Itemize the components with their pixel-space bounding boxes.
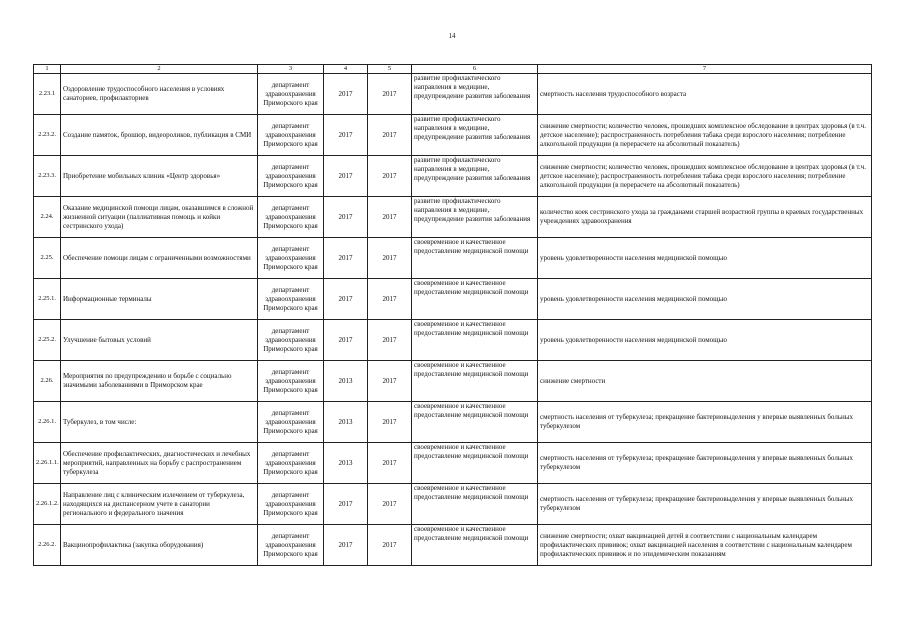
table-row [34,402,872,443]
item-number: 2.26.1. [34,402,61,443]
item-number: 2.23.3. [34,156,61,197]
item-start-year: 2013 [324,361,368,402]
item-end-year: 2017 [368,74,412,115]
item-end-year: 2017 [368,320,412,361]
item-end-year: 2017 [368,361,412,402]
header-cell: 4 [324,65,368,74]
item-result: своевременное и качественное предоставление медицинской помощи [412,525,538,566]
item-indicator: снижение смертности [538,361,872,402]
item-name: Обеспечение помощи лицам с ограниченными возможностями [61,238,258,279]
table-row [34,361,872,402]
table-row [34,525,872,566]
item-result: развитие профилактического направления в медицине, предупреждение развития заболевания [412,74,538,115]
item-number: 2.26. [34,361,61,402]
item-name: Создание памяток, брошюр, видеороликов, публикация в СМИ [61,115,258,156]
table-row [34,115,872,156]
item-number: 2.26.2. [34,525,61,566]
item-result: развитие профилактического направления в медицине, предупреждение развития заболевания [412,115,538,156]
item-indicator: смертность населения от туберкулеза; прекращение бактериовыделения у впервые выявленных больных туберкулезом [538,484,872,525]
header-cell: 1 [34,65,61,74]
item-end-year: 2017 [368,402,412,443]
item-indicator: уровень удовлетворенности населения медицинской помощью [538,238,872,279]
item-name: Приобретение мобильных клиник «Центр здоровья» [61,156,258,197]
item-name: Направление лиц с клиническим излечением от туберкулеза, находящихся на диспансерном учете в санатории регионального и федерального значения [61,484,258,525]
item-indicator: смертность населения от туберкулеза; прекращение бактериовыделения у впервые выявленных больных туберкулезом [538,402,872,443]
item-number: 2.23.2. [34,115,61,156]
item-number: 2.25.1. [34,279,61,320]
item-name: Вакцинопрофилактика (закупка оборудования) [61,525,258,566]
item-executor: департамент здравоохранения Приморского края [258,238,324,279]
item-start-year: 2017 [324,279,368,320]
header-cell: 6 [412,65,538,74]
item-start-year: 2017 [324,525,368,566]
header-cell: 5 [368,65,412,74]
item-end-year: 2017 [368,156,412,197]
table-row [34,197,872,238]
item-result: своевременное и качественное предоставление медицинской помощи [412,402,538,443]
item-number: 2.25. [34,238,61,279]
item-end-year: 2017 [368,525,412,566]
item-number: 2.24. [34,197,61,238]
header-cell: 3 [258,65,324,74]
item-indicator: уровень удовлетворенности населения медицинской помощью [538,320,872,361]
item-executor: департамент здравоохранения Приморского края [258,484,324,525]
item-start-year: 2017 [324,115,368,156]
item-indicator: количество коек сестринского ухода за гражданами старшей возрастной группы в краевых государственных учреждениях здравоохранения [538,197,872,238]
item-end-year: 2017 [368,484,412,525]
item-start-year: 2017 [324,156,368,197]
item-name: Информационные терминалы [61,279,258,320]
item-start-year: 2017 [324,238,368,279]
table-row [34,279,872,320]
item-executor: департамент здравоохранения Приморского края [258,320,324,361]
item-result: развитие профилактического направления в медицине, предупреждение развития заболевания [412,156,538,197]
item-end-year: 2017 [368,443,412,484]
item-result: своевременное и качественное предоставление медицинской помощи [412,279,538,320]
header-cell: 7 [538,65,872,74]
item-number: 2.26.1.2. [34,484,61,525]
item-executor: департамент здравоохранения Приморского края [258,279,324,320]
item-executor: департамент здравоохранения Приморского края [258,74,324,115]
item-result: своевременное и качественное предоставление медицинской помощи [412,320,538,361]
item-result: своевременное и качественное предоставление медицинской помощи [412,238,538,279]
item-executor: департамент здравоохранения Приморского края [258,115,324,156]
item-name: Оздоровление трудоспособного населения в условиях санаториев, профилакториев [61,74,258,115]
item-start-year: 2017 [324,484,368,525]
item-result: своевременное и качественное предоставление медицинской помощи [412,443,538,484]
item-start-year: 2017 [324,197,368,238]
item-start-year: 2017 [324,320,368,361]
measures-table [33,64,872,566]
item-indicator: снижение смертности; количество человек, прошедших комплексное обследование в центрах здоровья (в т.ч. детское население); распространенность потребления табака среди взрослого населения; потребление алкогольной продукции (в перерасчете на абсолютный показатель) [538,115,872,156]
item-end-year: 2017 [368,279,412,320]
item-indicator: снижение смертности; охват вакцинацией детей в соответствии с национальным календарем профилактических прививок; охват вакцинацией населения в соответствии с национальным календарем профилактических прививок и по эпидемическим показаниям [538,525,872,566]
item-name: Оказание медицинской помощи лицам, оказавшимся в сложной жизненной ситуации (паллиативная помощь и койки сестринского ухода) [61,197,258,238]
item-start-year: 2013 [324,443,368,484]
item-result: своевременное и качественное предоставление медицинской помощи [412,484,538,525]
item-indicator: смертность населения трудоспособного возраста [538,74,872,115]
item-number: 2.25.2. [34,320,61,361]
item-number: 2.26.1.1. [34,443,61,484]
item-start-year: 2013 [324,402,368,443]
item-name: Мероприятия по предупреждению и борьбе с социально значимыми заболеваниями в Приморском крае [61,361,258,402]
item-end-year: 2017 [368,238,412,279]
item-result: своевременное и качественное предоставление медицинской помощи [412,361,538,402]
item-executor: департамент здравоохранения Приморского края [258,156,324,197]
table-row [34,156,872,197]
table-row [34,74,872,115]
page-number: 14 [448,32,456,40]
table-row [34,238,872,279]
item-executor: департамент здравоохранения Приморского края [258,402,324,443]
item-executor: департамент здравоохранения Приморского края [258,361,324,402]
item-executor: департамент здравоохранения Приморского края [258,197,324,238]
item-name: Обеспечение профилактических, диагностических и лечебных мероприятий, направленных на борьбу с распространением туберкулеза [61,443,258,484]
header-cell: 2 [61,65,258,74]
item-indicator: уровень удовлетворенности населения медицинской помощью [538,279,872,320]
item-executor: департамент здравоохранения Приморского края [258,525,324,566]
item-number: 2.23.1 [34,74,61,115]
item-end-year: 2017 [368,115,412,156]
item-start-year: 2017 [324,74,368,115]
header-row [34,65,872,74]
item-executor: департамент здравоохранения Приморского края [258,443,324,484]
item-name: Туберкулез, в том числе: [61,402,258,443]
item-name: Улучшение бытовых условий [61,320,258,361]
item-end-year: 2017 [368,197,412,238]
table-row [34,443,872,484]
table-row [34,320,872,361]
item-result: развитие профилактического направления в медицине, предупреждение развития заболевания [412,197,538,238]
item-indicator: снижение смертности; количество человек, прошедших комплексное обследование в центрах здоровья (в т.ч. детское население); распространенность потребления табака среди взрослого населения; потребление алкогольной продукции (в перерасчете на абсолютный показатель) [538,156,872,197]
table-row [34,484,872,525]
item-indicator: смертность населения от туберкулеза; прекращение бактериовыделения у впервые выявленных больных туберкулезом [538,443,872,484]
